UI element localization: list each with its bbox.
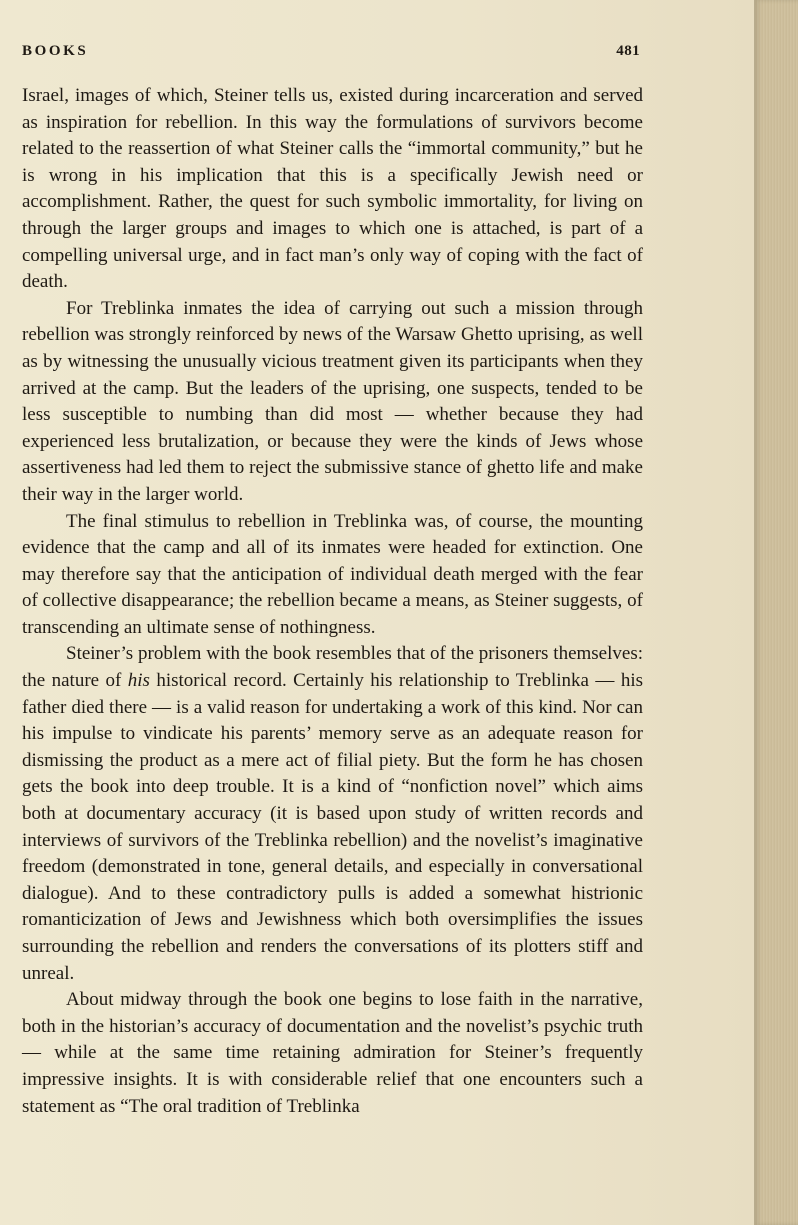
running-head-section: BOOKS [22,43,89,59]
page-edge [754,0,798,1225]
body-text [22,83,643,1120]
paragraph-4-start: Steiner’s problem with the book resembles that of the prisoners themselves: the nature of [22,643,643,692]
paragraph-4-emphasis: his [127,670,150,692]
paragraph-3: The final stimulus to rebellion in Treblinka was, of course, the mounting evidence that the camp and all of its inmates were headed for extinction. One may therefore say that the anticipation of individual death merged with the fear of collective disappearance; the rebellion became a means, as Steiner suggests, of transcending an ultimate sense of nothingness. [22,510,643,638]
page-number: 481 [616,43,640,59]
paragraph-5: About midway through the book one begins to lose faith in the narrative, both in the historian’s accuracy of documentation and the novelist’s psychic truth — while at the same time retaining admiration for Steiner’s frequently impressive insights. It is with considerable relief that one encounters such a statement as “The oral tradition of Treblinka [22,989,643,1117]
paragraph-2: For Treblinka inmates the idea of carrying out such a mission through rebellion was strongly reinforced by news of the Warsaw Ghetto uprising, as well as by witnessing the unusually vicious treatment given its participants when they arrived at the camp. But the leaders of the uprising, one suspects, tended to be less susceptible to numbing than did most — whether because they had experienced less brutalization, or because they were the kinds of Jews whose assertiveness had led them to reject the submissive stance of ghetto life and make their way in the larger world. [22,297,643,505]
running-head [22,43,640,65]
paragraph-1: Israel, images of which, Steiner tells us, existed during incarceration and served as inspiration for rebellion. In this way the formulations of survivors become related to the reassertion of what Steiner calls the “immortal community,” but he is wrong in his implication that this is a specifically Jewish need or accomplishment. Rather, the quest for such symbolic immortality, for living on through the larger groups and images to which one is attached, is part of a compelling universal urge, and in fact man’s only way of coping with the fact of death. [22,85,643,293]
paragraph-4-rest: historical record. Certainly his relationship to Treblinka — his father died there — is a valid reason for undertaking a work of this kind. Nor can his impulse to vindicate his parents’ memory serve as an adequate reason for dismissing the product as a mere act of filial piety. But the form he has chosen gets the book into deep trouble. It is a kind of “nonfiction novel” which aims both at documentary accuracy (it is based upon study of written records and interviews of survivors of the Treblinka rebellion) and the novelist’s imaginative freedom (demonstrated in tone, general details, and especially in conversational dialogue). And to these contradictory pulls is added a somewhat histrionic romanticization of Jews and Jewishness which both oversimplifies the issues surrounding the rebellion and renders the conversations of its plotters stiff and unreal. [22,670,643,984]
paragraph-4 [22,641,643,987]
